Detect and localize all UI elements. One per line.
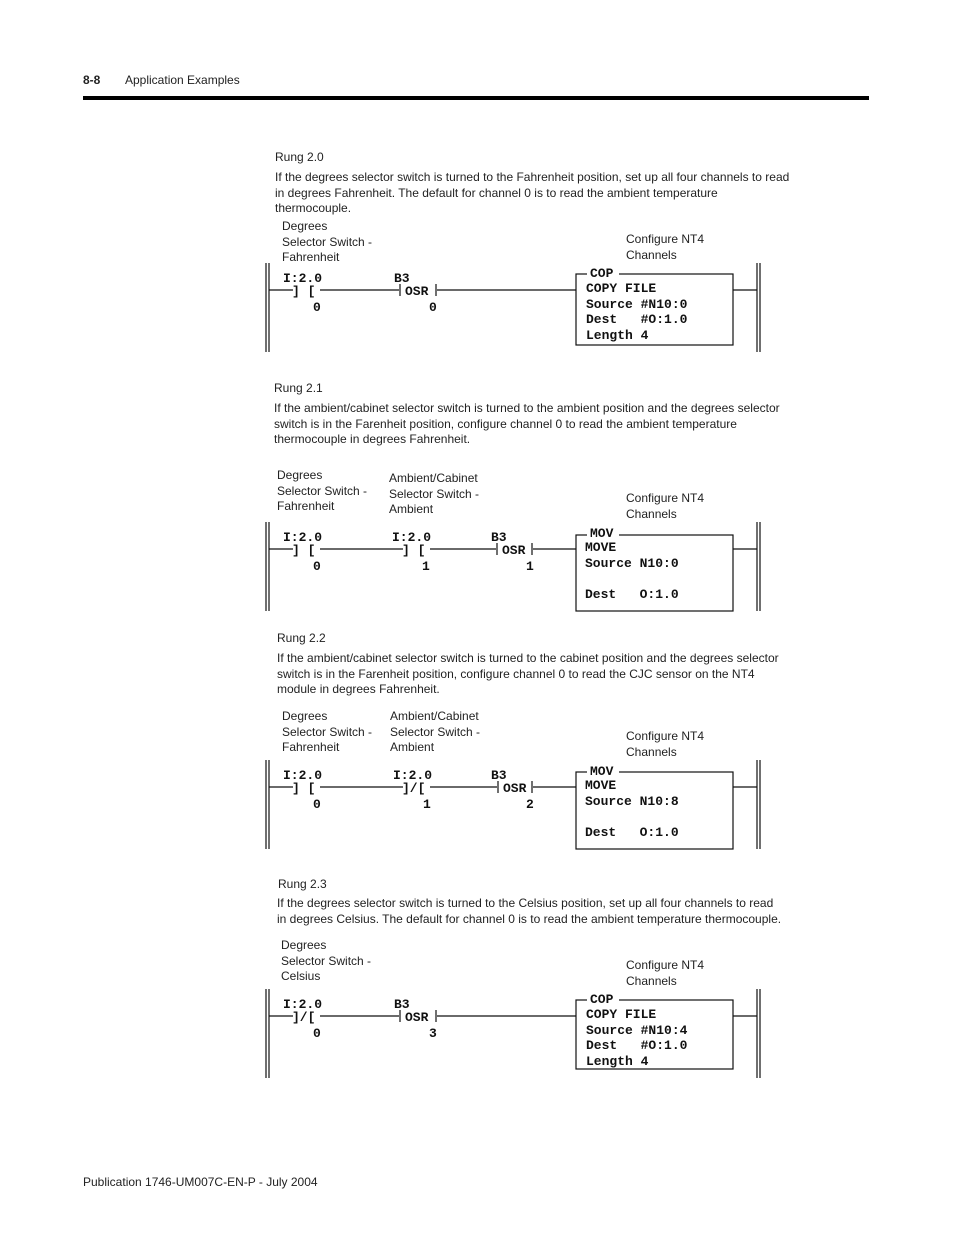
contact-label-degrees: Degrees Selector Switch - Fahrenheit <box>277 468 368 513</box>
publication-footer: Publication 1746-UM007C-EN-P - July 2004 <box>83 1175 318 1189</box>
rung-description: If the ambient/cabinet selector switch is turned to the ambient position and the degrees selector switch is in the Farenheit position, configure channel 0 to read the ambient temperature thermocouple in degrees Fahrenheit. <box>274 401 780 446</box>
output-label: Configure NT4 Channels <box>626 491 705 521</box>
instruction-line: Source N10:8 <box>585 794 679 809</box>
contact-address: I:2.0 <box>283 530 323 545</box>
instruction-line: Source #N10:4 <box>586 1023 688 1038</box>
instruction-name: COP <box>590 992 614 1007</box>
contact-label-degrees: Degrees Selector Switch - Fahrenheit <box>282 219 373 264</box>
instruction-name: COP <box>590 266 614 281</box>
contact-symbol: ] [ <box>292 543 316 558</box>
instruction-name: MOV <box>590 526 614 541</box>
contact-label-ambient: Ambient/Cabinet Selector Switch - Ambient <box>390 709 481 754</box>
contact-bit: 0 <box>313 559 321 574</box>
instruction-line: MOVE <box>585 540 617 555</box>
instruction-name: MOV <box>590 764 614 779</box>
section-title: Application Examples <box>125 73 240 87</box>
contact-symbol: ]/[ <box>292 1010 316 1025</box>
contact-address: I:2.0 <box>283 997 323 1012</box>
contact-bit: 2 <box>526 797 534 812</box>
contact-bit: 0 <box>313 797 321 812</box>
contact-address: B3 <box>491 768 507 783</box>
contact-bit: 3 <box>429 1026 437 1041</box>
rung-description: If the degrees selector switch is turned to the Fahrenheit position, set up all four channels to read in degrees Fahrenheit. The default for channel 0 is to read the ambient temperature thermocouple. <box>275 170 790 215</box>
contact-address: B3 <box>394 997 410 1012</box>
osr-symbol: OSR <box>405 284 429 299</box>
instruction-line: Dest #O:1.0 <box>586 312 688 327</box>
osr-symbol: OSR <box>502 543 526 558</box>
contact-symbol: ] [ <box>292 284 316 299</box>
contact-label-degrees: Degrees Selector Switch - Celsius <box>281 938 372 983</box>
instruction-line: Source N10:0 <box>585 556 679 571</box>
osr-symbol: OSR <box>405 1010 429 1025</box>
contact-address: I:2.0 <box>393 768 433 783</box>
instruction-line: Source #N10:0 <box>586 297 688 312</box>
rung-description: If the ambient/cabinet selector switch is turned to the cabinet position and the degrees selector switch is in the Farenheit position, configure channel 0 to read the CJC sensor on the NT4 module in degrees Fahrenheit. <box>277 651 779 696</box>
output-label: Configure NT4 Channels <box>626 958 705 988</box>
rung-title: Rung 2.0 <box>275 150 324 164</box>
contact-symbol: ]/[ <box>402 781 426 796</box>
contact-bit: 1 <box>526 559 534 574</box>
contact-bit: 0 <box>313 1026 321 1041</box>
instruction-line: Length 4 <box>586 1054 649 1069</box>
contact-bit: 1 <box>423 797 431 812</box>
instruction-line: Dest #O:1.0 <box>586 1038 688 1053</box>
page-number: 8-8 <box>83 73 101 87</box>
contact-bit: 0 <box>429 300 437 315</box>
contact-address: I:2.0 <box>392 530 432 545</box>
instruction-line: COPY FILE <box>586 281 657 296</box>
osr-symbol: OSR <box>503 781 527 796</box>
contact-symbol: ] [ <box>292 781 316 796</box>
output-label: Configure NT4 Channels <box>626 232 705 262</box>
rung-title: Rung 2.2 <box>277 631 326 645</box>
contact-address: I:2.0 <box>283 768 323 783</box>
rung-title: Rung 2.1 <box>274 381 323 395</box>
output-label: Configure NT4 Channels <box>626 729 705 759</box>
instruction-line: Length 4 <box>586 328 649 343</box>
contact-address: B3 <box>394 271 410 286</box>
contact-label-degrees: Degrees Selector Switch - Fahrenheit <box>282 709 373 754</box>
instruction-line: Dest O:1.0 <box>585 587 679 602</box>
instruction-line: MOVE <box>585 778 617 793</box>
contact-bit: 1 <box>422 559 430 574</box>
instruction-line: Dest O:1.0 <box>585 825 679 840</box>
contact-label-ambient: Ambient/Cabinet Selector Switch - Ambient <box>389 471 480 516</box>
contact-address: B3 <box>491 530 507 545</box>
contact-address: I:2.0 <box>283 271 323 286</box>
instruction-line: COPY FILE <box>586 1007 657 1022</box>
contact-bit: 0 <box>313 300 321 315</box>
rung-title: Rung 2.3 <box>278 877 327 891</box>
contact-symbol: ] [ <box>402 543 426 558</box>
rung-description: If the degrees selector switch is turned to the Celsius position, set up all four channels to read in degrees Celsius. The default for channel 0 is to read the ambient temperature thermocouple. <box>277 896 782 926</box>
